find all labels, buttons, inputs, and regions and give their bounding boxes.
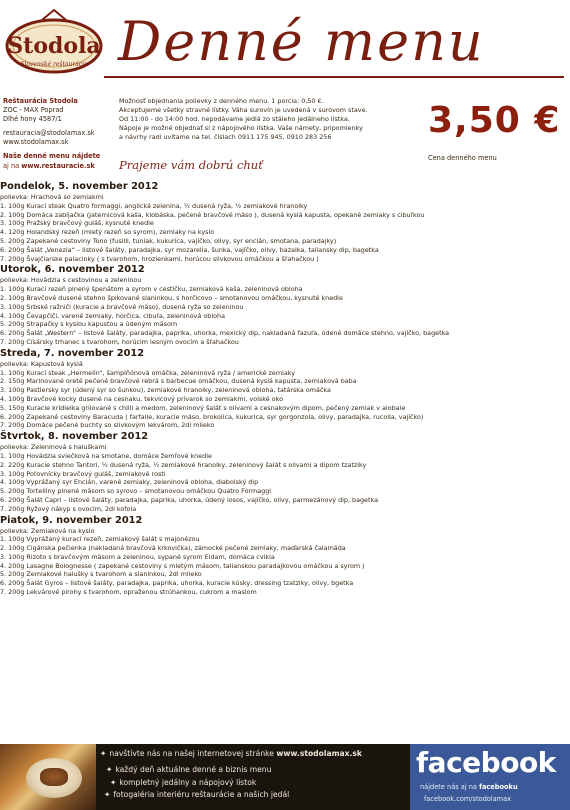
- intro-line: Od 11:00 - do 14:00 hod. nepodávame jedlá zo stáleho jedálneho lístka.: [119, 115, 350, 124]
- promo-line: [100, 746, 405, 762]
- facebook-tag-name: facebooku: [479, 783, 518, 791]
- menu-item: 1. 100g Kurací rezeň plnený špenátom a syrom v cestíčku, zemiaková kaša, zeleninová obloha: [0, 285, 303, 294]
- menu-item: 6. 200g Šalát Gyros – listové šaláty, paradajka, paprika, uhorka, kuracie kúsky, dressing tzatziky, olivy, bgetka: [0, 579, 354, 588]
- facebook-box[interactable]: [410, 744, 570, 810]
- menu-item: 5. 200g Strapačky s kyslou kapustou a údeným mäsom: [0, 320, 178, 329]
- menu-items: [0, 285, 568, 347]
- menu-price: 3,50 €: [428, 100, 561, 141]
- food-photo: [0, 744, 96, 810]
- soup-line: polievka: Zeleninová s haluškami: [0, 443, 107, 452]
- address-line-1: ZOC - MAX Poprad: [3, 106, 64, 115]
- day-tuesday: [0, 263, 568, 346]
- facebook-tag-prefix: nájdete nás aj na: [420, 783, 480, 791]
- menu-note-prefix: aj na: [3, 161, 22, 170]
- facebook-url[interactable]: facebook.com/stodolamax: [424, 795, 512, 803]
- menu-item: 3. 100g Srbské ražniči (kuracie a bravčové mäso), dusená ryža so zeleninou: [0, 302, 244, 311]
- menu-item: 4. 200g Lasagne Bolognesse ( zapekané cestoviny s mletým mäsom, talianskou paradajkovou omáčkou a syrom ): [0, 561, 365, 570]
- menu-item: 5. 200g Tortelliny plnené mäsom so syrovo – smotanovou omáčkou Quatro Formaggi: [0, 487, 272, 496]
- day-wednesday: [0, 347, 568, 430]
- intro-line: Možnosť objednania polievky z denného menu. 1 porcia: 0,50 €.: [119, 97, 324, 105]
- facebook-logo: facebook: [416, 746, 556, 779]
- restaurant-logo: [4, 6, 104, 82]
- menu-item: 6. 200g Šalát „Western“ – listové šaláty, paradajka, paprika, uhorka, mexický dip, nakladaná fazuľa, údené domáce stehno, vajíčko, bagetka: [0, 329, 450, 338]
- day-title: Štvrtok, 8. november 2012: [0, 431, 149, 443]
- menu-items: [0, 535, 568, 597]
- menu-item: 1. 100g Kurací steak „Hermelín“, šampiňónová omáčka, zeleninová ryža / americké zemiaky: [0, 368, 295, 377]
- intro-line: Akceptujeme všetky stravné lístky. Váha surovín je uvedená v surovom stave.: [119, 106, 368, 115]
- menu-item: 6. 200g Šalát „Venezia“ – listové šaláty, paradajka, syr mozarella, šunka, vajíčko, olivy, bazalka, taliansky dip, bagetka: [0, 245, 379, 254]
- menu-items: [0, 202, 568, 264]
- menu-item: 4. 100g Čevapčiči, varené zemiaky, horčica, cibuľa, zeleninová obloha: [0, 311, 225, 320]
- header-divider: [104, 76, 564, 78]
- intro-line: Nápoje je možné objednať si z nápojového lístka. Vaše námety, pripomienky: [119, 124, 363, 133]
- promo-line: [100, 777, 405, 788]
- menu-item: 6. 200g Šalát Capri – listové šaláty, paradajka, paprika, uhorka, údený losos, vajíčko, olivy, parmezánový dip, bagetka: [0, 495, 378, 504]
- menu-item: 5. 150g Kuracie krídielka grilované s chilli a medom, zeleninový šalát s olivami a cesnakovým dipom, pečený zemiak v alobale: [0, 403, 406, 412]
- menu-item: 2. 100g Cigánska pečienka (nakladaná bravčová krkovička), zámocké pečené zemiaky, maďarská čalamáda: [0, 544, 346, 553]
- star-icon: ✦: [104, 790, 111, 799]
- day-title: Pondelok, 5. november 2012: [0, 181, 159, 192]
- contact-block: [3, 97, 115, 171]
- menu-item: 7. 200g Císársky trhanec s tvarohom, horúcim lesným ovocím a šľahačkou: [0, 337, 239, 346]
- soup-line: polievka: Zemiaková na kyslo: [0, 526, 95, 535]
- stodolamax-link[interactable]: www.stodolamax.sk: [276, 749, 362, 758]
- promo-line: [100, 762, 405, 778]
- menu-item: 2. 150g Marinované oreté pečené bravčové rebrá s barbecue omáčkou, dusená kyslá kapusta, zemiaková baba: [0, 377, 357, 386]
- soup-line: polievka: Kapustová kyslá: [0, 359, 83, 368]
- promo-text: fotogaléria interiéru reštaurácie a našich jedál: [113, 790, 290, 799]
- address-line-2: Dlhé hony 4587/1: [3, 115, 62, 124]
- logo-tagline: Slovenské reštaurácia: [20, 61, 88, 68]
- day-title: Streda, 7. november 2012: [0, 347, 145, 359]
- stodola-logo-icon: [4, 6, 104, 82]
- footer-banner: [0, 744, 570, 810]
- intro-line: a návrhy radi uvítame na tel. číslach 0911 175 945, 0910 283 256: [119, 133, 332, 142]
- menu-item: 4. 120g Holandský rezeň (mletý rezeň so syrom), zemiaky na kyslo: [0, 228, 215, 237]
- star-icon: ✦: [100, 749, 107, 758]
- wish-text: Prajeme vám dobrú chuť: [119, 158, 263, 172]
- promo-text: každý deň aktuálne denné a biznis menu: [115, 764, 272, 774]
- star-icon: ✦: [110, 778, 117, 787]
- promo-text: kompletný jedálny a nápojový lístok: [119, 778, 257, 787]
- menu-item: 1. 100g Vyprážaný kurací rezeň, zemiakový šalát s majonézou: [0, 535, 200, 544]
- menu-items: [0, 369, 568, 431]
- menu-item: 7. 200g Lekvárové pirohy s tvarohom, opraženou strúhankou, cukrom a maslom: [0, 588, 257, 597]
- menu-item: 1. 100g Hovädzia sviečková na smotane, domáce žemľové knedle: [0, 451, 212, 460]
- menu-item: 3. 100g Pastiersky syr (údený syr so šunkou), zemiakové hranolky, zeleninová obloha, tatárska omáčka: [0, 386, 331, 395]
- menu-items: [0, 452, 568, 514]
- promo-list: [100, 746, 405, 802]
- menu-note-line: Naše denné menu nájdete: [3, 152, 101, 161]
- promo-text: navštívte nás na našej internetovej stránke: [109, 749, 277, 758]
- menu-item: 7. 200g Domáce pečené buchty so slivkovým lekvárom, 2dl mlieko: [0, 421, 215, 430]
- menu-item: 2. 100g Bravčové dusené stehno špikované slaninkou, s horčicovo – smotanovou omáčkou, kysnuté knedle: [0, 293, 343, 302]
- intro-text: [119, 97, 417, 142]
- promo-line: [100, 788, 405, 802]
- day-monday: [0, 180, 568, 263]
- menu-item: 5. 200g Zemiakové halušky s tvarohom a slaninkou, 2dl mlieko: [0, 570, 202, 579]
- star-icon: ✦: [106, 764, 113, 774]
- website-link[interactable]: www.stodolamax.sk: [3, 138, 69, 147]
- menu-item: 4. 100g Vyprážaný syr Encián, varené zemiaky, zeleninová obloha, diabolský dip: [0, 478, 259, 487]
- menu-item: 4. 100g Bravčové kocky dusené na cesnaku, tekvicový prívarok so zemiakmi, volské oko: [0, 394, 283, 403]
- menu-item: 2. 100g Domáca zabíjačka (jaternicová kaša, klobáska, pečené bravčové mäso ), dusená kyslá kapusta, opekané zemiaky s cibuľkou: [0, 210, 425, 219]
- dish-shape: [40, 768, 68, 786]
- price-caption: Cena denného menu: [428, 154, 497, 162]
- day-thursday: [0, 430, 568, 513]
- menu-note-line-2: [3, 162, 115, 171]
- page-title: Denné menu: [118, 10, 485, 73]
- facebook-tagline: [420, 783, 518, 791]
- daily-menu: [0, 180, 568, 597]
- day-title: Utorok, 6. november 2012: [0, 264, 145, 276]
- day-title: Piatok, 9. november 2012: [0, 514, 143, 526]
- menu-item: 7. 200g Ryžový nákyp s ovocím, 2dl kofola: [0, 504, 137, 513]
- menu-item: 3. 100g Rizoto s bravčovým mäsom a zeleninou, sypané syrom Eidam, domáca cvikla: [0, 552, 275, 561]
- day-friday: [0, 514, 568, 597]
- email-link[interactable]: restauracia@stodolamax.sk: [3, 129, 95, 138]
- restauracie-link[interactable]: www.restauracie.sk: [21, 161, 95, 170]
- restaurant-name: Reštaurácia Stodola: [3, 97, 78, 105]
- menu-item: 5. 200g Zapekané cestoviny Tono (fusilli, tuniak, kukurica, vajíčko, olivy, syr encián, smotana, paradajky): [0, 236, 337, 245]
- logo-name: Stodola: [7, 33, 101, 59]
- menu-item: 7. 200g Švajčiarske palacinky ( s tvarohom, hrozienkami, horúcou slivkovou omáčkou a šľahačkou ): [0, 254, 319, 263]
- soup-line: polievka: Hovädzia s cestovinou a zeleninou: [0, 276, 142, 285]
- soup-line: polievka: Hrachová so zemiakmi: [0, 193, 104, 201]
- menu-item: 3. 100g Poľovnícky bravčový guláš, zemiakové rosti: [0, 469, 166, 478]
- menu-item: 3. 100g Pražský bravčový guláš, kysnuté knedle: [0, 219, 154, 228]
- menu-item: 2. 220g Kuracie stehno Tantori, ½ dusená ryža, ½ zemiakové hranolky, zeleninový šalát s olivami a dipom tzatziky: [0, 460, 367, 469]
- menu-item: 6. 200g Zapekané cestoviny Baracuda ( farfalle, kuracie mäso, brokolica, kukurica, syr gorgonzola, olivy, paradajka, rucolla, vajíčko): [0, 412, 424, 421]
- menu-item: 1. 100g Kurací steak Quatro formaggi, anglická zelenina, ½ dusená ryža, ½ zemiakové hranolky: [0, 201, 308, 210]
